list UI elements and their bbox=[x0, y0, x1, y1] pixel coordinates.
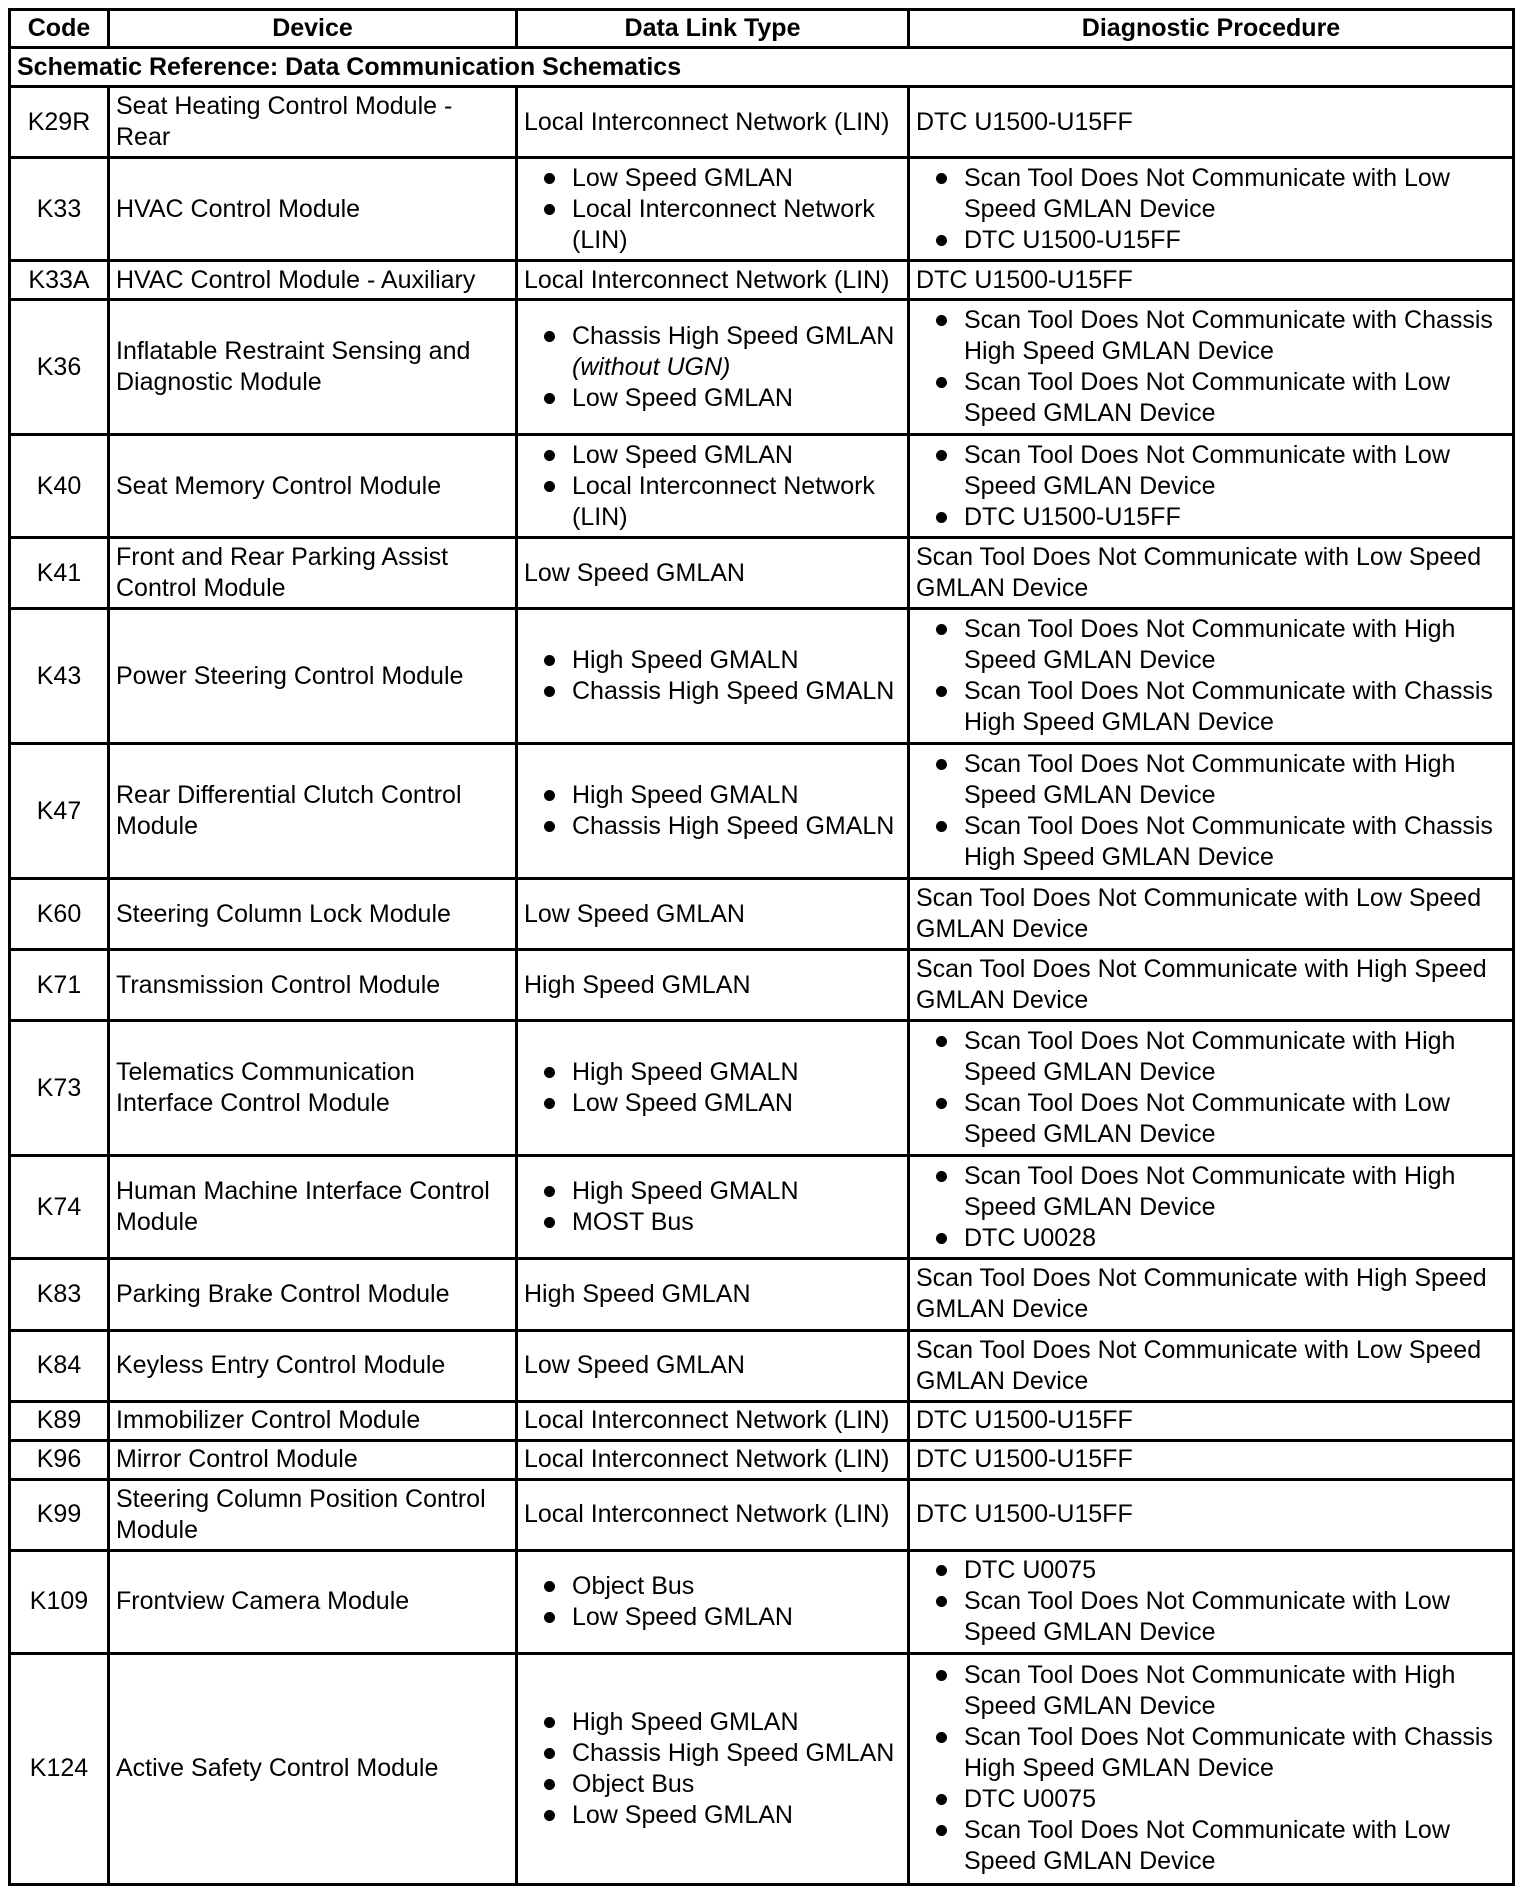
diagnostic-procedure-cell: Scan Tool Does Not Communicate with High Speed GMLAN Device bbox=[909, 1259, 1514, 1330]
table-row bbox=[10, 538, 1514, 609]
device-cell: Rear Differential Clutch Control Module bbox=[109, 744, 517, 879]
code-cell: K83 bbox=[10, 1259, 109, 1330]
table-row bbox=[10, 1330, 1514, 1401]
table-row bbox=[10, 1440, 1514, 1479]
code-cell: K60 bbox=[10, 879, 109, 950]
list-item-text: Chassis High Speed GMLAN bbox=[572, 321, 895, 350]
list-item bbox=[524, 811, 901, 842]
list-item-text: Chassis High Speed GMLAN bbox=[572, 1738, 895, 1767]
list-item bbox=[916, 1223, 1506, 1254]
list-item bbox=[916, 1026, 1506, 1088]
device-cell: Frontview Camera Module bbox=[109, 1550, 517, 1653]
table-row bbox=[10, 1550, 1514, 1653]
list-item-text: Low Speed GMLAN bbox=[572, 1602, 793, 1631]
table-row bbox=[10, 300, 1514, 435]
list-item bbox=[524, 1769, 901, 1800]
code-cell: K33 bbox=[10, 158, 109, 261]
procedure-list bbox=[916, 305, 1506, 429]
schematic-reference-label: Schematic Reference: Data Communication Schematics bbox=[10, 48, 1514, 87]
device-cell: Parking Brake Control Module bbox=[109, 1259, 517, 1330]
diagnostic-procedure-cell bbox=[909, 158, 1514, 261]
list-item-text: Chassis High Speed GMALN bbox=[572, 812, 895, 841]
list-item bbox=[916, 225, 1506, 256]
header-data-link-type: Data Link Type bbox=[517, 10, 909, 48]
module-data-link-table bbox=[8, 8, 1515, 1886]
list-item-text: Scan Tool Does Not Communicate with Low Speed GMLAN Device bbox=[964, 163, 1450, 223]
document-page bbox=[8, 8, 1512, 1886]
header-row bbox=[10, 10, 1514, 48]
data-link-cell bbox=[517, 1156, 909, 1259]
list-item bbox=[916, 305, 1506, 367]
diagnostic-procedure-cell bbox=[909, 609, 1514, 744]
diagnostic-procedure-cell: DTC U1500-U15FF bbox=[909, 87, 1514, 158]
list-item-text: Scan Tool Does Not Communicate with High Speed GMLAN Device bbox=[964, 1161, 1456, 1221]
list-item bbox=[916, 811, 1506, 873]
code-cell: K73 bbox=[10, 1021, 109, 1156]
list-item bbox=[524, 1207, 901, 1238]
list-item bbox=[524, 676, 901, 707]
diagnostic-procedure-cell bbox=[909, 1021, 1514, 1156]
code-cell: K40 bbox=[10, 435, 109, 538]
diagnostic-procedure-cell bbox=[909, 1550, 1514, 1653]
code-cell: K47 bbox=[10, 744, 109, 879]
device-cell: Steering Column Position Control Module bbox=[109, 1479, 517, 1550]
list-item bbox=[524, 1571, 901, 1602]
table-row bbox=[10, 1259, 1514, 1330]
data-link-cell: Low Speed GMLAN bbox=[517, 879, 909, 950]
data-link-cell: Local Interconnect Network (LIN) bbox=[517, 1401, 909, 1440]
procedure-list bbox=[916, 1161, 1506, 1254]
code-cell: K33A bbox=[10, 261, 109, 300]
device-cell: Power Steering Control Module bbox=[109, 609, 517, 744]
device-cell: Mirror Control Module bbox=[109, 1440, 517, 1479]
list-item-text: DTC U1500-U15FF bbox=[964, 502, 1181, 531]
list-item-text: High Speed GMALN bbox=[572, 1177, 799, 1206]
table-row bbox=[10, 435, 1514, 538]
code-cell: K74 bbox=[10, 1156, 109, 1259]
list-item-text: DTC U0028 bbox=[964, 1223, 1096, 1252]
list-item bbox=[916, 1161, 1506, 1223]
data-link-cell: Low Speed GMLAN bbox=[517, 1330, 909, 1401]
data-link-cell: Local Interconnect Network (LIN) bbox=[517, 261, 909, 300]
table-row bbox=[10, 950, 1514, 1021]
link-note: (without UGN) bbox=[572, 352, 731, 381]
data-link-list bbox=[524, 645, 901, 707]
code-cell: K89 bbox=[10, 1401, 109, 1440]
list-item bbox=[916, 1660, 1506, 1722]
device-cell: Keyless Entry Control Module bbox=[109, 1330, 517, 1401]
list-item bbox=[524, 1088, 901, 1119]
list-item-text: Scan Tool Does Not Communicate with Low Speed GMLAN Device bbox=[964, 1816, 1450, 1876]
list-item-text: High Speed GMALN bbox=[572, 781, 799, 810]
diagnostic-procedure-cell: Scan Tool Does Not Communicate with Low Speed GMLAN Device bbox=[909, 1330, 1514, 1401]
list-item-text: Scan Tool Does Not Communicate with High Speed GMLAN Device bbox=[964, 1027, 1456, 1087]
data-link-cell: Local Interconnect Network (LIN) bbox=[517, 87, 909, 158]
data-link-cell bbox=[517, 435, 909, 538]
device-cell: Transmission Control Module bbox=[109, 950, 517, 1021]
table-row bbox=[10, 158, 1514, 261]
data-link-list bbox=[524, 440, 901, 533]
list-item bbox=[916, 1555, 1506, 1586]
procedure-list bbox=[916, 749, 1506, 873]
data-link-list bbox=[524, 1707, 901, 1831]
code-cell: K84 bbox=[10, 1330, 109, 1401]
data-link-cell bbox=[517, 609, 909, 744]
device-cell: Seat Memory Control Module bbox=[109, 435, 517, 538]
list-item-text: Scan Tool Does Not Communicate with Low Speed GMLAN Device bbox=[964, 1089, 1450, 1149]
code-cell: K71 bbox=[10, 950, 109, 1021]
list-item-text: Scan Tool Does Not Communicate with High Speed GMLAN Device bbox=[964, 1661, 1456, 1721]
data-link-cell: High Speed GMLAN bbox=[517, 1259, 909, 1330]
procedure-list bbox=[916, 440, 1506, 533]
list-item bbox=[916, 614, 1506, 676]
list-item-text: DTC U0075 bbox=[964, 1556, 1096, 1585]
list-item bbox=[524, 194, 901, 256]
data-link-list bbox=[524, 780, 901, 842]
diagnostic-procedure-cell bbox=[909, 1156, 1514, 1259]
data-link-cell bbox=[517, 158, 909, 261]
list-item bbox=[524, 645, 901, 676]
list-item bbox=[916, 1815, 1506, 1877]
list-item bbox=[524, 321, 901, 383]
list-item bbox=[916, 163, 1506, 225]
table-row bbox=[10, 1156, 1514, 1259]
code-cell: K99 bbox=[10, 1479, 109, 1550]
diagnostic-procedure-cell: DTC U1500-U15FF bbox=[909, 261, 1514, 300]
diagnostic-procedure-cell bbox=[909, 300, 1514, 435]
code-cell: K43 bbox=[10, 609, 109, 744]
list-item-text: Scan Tool Does Not Communicate with Chassis High Speed GMLAN Device bbox=[964, 812, 1493, 872]
list-item-text: Scan Tool Does Not Communicate with Chassis High Speed GMLAN Device bbox=[964, 677, 1493, 737]
data-link-cell bbox=[517, 744, 909, 879]
list-item-text: Object Bus bbox=[572, 1769, 695, 1798]
table-row bbox=[10, 744, 1514, 879]
data-link-cell: Local Interconnect Network (LIN) bbox=[517, 1440, 909, 1479]
list-item bbox=[916, 1088, 1506, 1150]
procedure-list bbox=[916, 1555, 1506, 1648]
data-link-cell bbox=[517, 1653, 909, 1884]
table-row bbox=[10, 261, 1514, 300]
list-item-text: Scan Tool Does Not Communicate with High Speed GMLAN Device bbox=[964, 615, 1456, 675]
list-item-text: Chassis High Speed GMALN bbox=[572, 677, 895, 706]
device-cell: Active Safety Control Module bbox=[109, 1653, 517, 1884]
diagnostic-procedure-cell: Scan Tool Does Not Communicate with Low Speed GMLAN Device bbox=[909, 538, 1514, 609]
list-item-text: Low Speed GMLAN bbox=[572, 1089, 793, 1118]
table-row bbox=[10, 1021, 1514, 1156]
procedure-list bbox=[916, 1026, 1506, 1150]
list-item bbox=[524, 1738, 901, 1769]
list-item-text: Scan Tool Does Not Communicate with High Speed GMLAN Device bbox=[964, 750, 1456, 810]
list-item bbox=[916, 367, 1506, 429]
list-item bbox=[916, 749, 1506, 811]
device-cell: Front and Rear Parking Assist Control Module bbox=[109, 538, 517, 609]
device-cell: Telematics Communication Interface Control Module bbox=[109, 1021, 517, 1156]
list-item-text: DTC U1500-U15FF bbox=[964, 225, 1181, 254]
diagnostic-procedure-cell: DTC U1500-U15FF bbox=[909, 1401, 1514, 1440]
list-item bbox=[524, 1057, 901, 1088]
table-row bbox=[10, 879, 1514, 950]
list-item bbox=[524, 440, 901, 471]
device-cell: Human Machine Interface Control Module bbox=[109, 1156, 517, 1259]
data-link-cell bbox=[517, 300, 909, 435]
diagnostic-procedure-cell: DTC U1500-U15FF bbox=[909, 1440, 1514, 1479]
data-link-cell: High Speed GMLAN bbox=[517, 950, 909, 1021]
list-item-text: Scan Tool Does Not Communicate with Chassis High Speed GMLAN Device bbox=[964, 1723, 1493, 1783]
data-link-cell: Local Interconnect Network (LIN) bbox=[517, 1479, 909, 1550]
code-cell: K36 bbox=[10, 300, 109, 435]
list-item bbox=[524, 1176, 901, 1207]
list-item-text: Low Speed GMLAN bbox=[572, 1800, 793, 1829]
list-item bbox=[524, 471, 901, 533]
diagnostic-procedure-cell: Scan Tool Does Not Communicate with High Speed GMLAN Device bbox=[909, 950, 1514, 1021]
code-cell: K41 bbox=[10, 538, 109, 609]
list-item-text: High Speed GMLAN bbox=[572, 1707, 799, 1736]
procedure-list bbox=[916, 1660, 1506, 1877]
diagnostic-procedure-cell: DTC U1500-U15FF bbox=[909, 1479, 1514, 1550]
list-item bbox=[916, 1586, 1506, 1648]
diagnostic-procedure-cell bbox=[909, 435, 1514, 538]
data-link-list bbox=[524, 163, 901, 256]
header-code: Code bbox=[10, 10, 109, 48]
list-item-text: High Speed GMALN bbox=[572, 646, 799, 675]
diagnostic-procedure-cell bbox=[909, 744, 1514, 879]
list-item-text: Scan Tool Does Not Communicate with Low Speed GMLAN Device bbox=[964, 1587, 1450, 1647]
code-cell: K29R bbox=[10, 87, 109, 158]
procedure-list bbox=[916, 614, 1506, 738]
list-item-text: Low Speed GMLAN bbox=[572, 163, 793, 192]
data-link-list bbox=[524, 1571, 901, 1633]
device-cell: HVAC Control Module - Auxiliary bbox=[109, 261, 517, 300]
data-link-cell: Low Speed GMLAN bbox=[517, 538, 909, 609]
list-item bbox=[916, 1722, 1506, 1784]
list-item bbox=[916, 502, 1506, 533]
device-cell: Inflatable Restraint Sensing and Diagnostic Module bbox=[109, 300, 517, 435]
table-row bbox=[10, 1479, 1514, 1550]
data-link-list bbox=[524, 321, 901, 414]
list-item bbox=[916, 676, 1506, 738]
procedure-list bbox=[916, 163, 1506, 256]
list-item bbox=[524, 780, 901, 811]
table-row bbox=[10, 1401, 1514, 1440]
device-cell: Seat Heating Control Module - Rear bbox=[109, 87, 517, 158]
diagnostic-procedure-cell: Scan Tool Does Not Communicate with Low Speed GMLAN Device bbox=[909, 879, 1514, 950]
list-item bbox=[524, 1800, 901, 1831]
list-item bbox=[524, 1707, 901, 1738]
data-link-list bbox=[524, 1057, 901, 1119]
list-item-text: Local Interconnect Network (LIN) bbox=[572, 471, 875, 531]
list-item-text: Object Bus bbox=[572, 1571, 695, 1600]
table-row bbox=[10, 1653, 1514, 1884]
list-item bbox=[524, 383, 901, 414]
device-cell: Steering Column Lock Module bbox=[109, 879, 517, 950]
list-item bbox=[916, 1784, 1506, 1815]
table-row bbox=[10, 87, 1514, 158]
header-diagnostic-procedure: Diagnostic Procedure bbox=[909, 10, 1514, 48]
header-device: Device bbox=[109, 10, 517, 48]
list-item-text: Low Speed GMLAN bbox=[572, 383, 793, 412]
list-item-text: Local Interconnect Network (LIN) bbox=[572, 194, 875, 254]
list-item-text: DTC U0075 bbox=[964, 1785, 1096, 1814]
list-item-text: Low Speed GMLAN bbox=[572, 440, 793, 469]
device-cell: Immobilizer Control Module bbox=[109, 1401, 517, 1440]
list-item-text: MOST Bus bbox=[572, 1208, 694, 1237]
list-item-text: Scan Tool Does Not Communicate with Low Speed GMLAN Device bbox=[964, 368, 1450, 428]
device-cell: HVAC Control Module bbox=[109, 158, 517, 261]
table-row bbox=[10, 609, 1514, 744]
data-link-list bbox=[524, 1176, 901, 1238]
list-item bbox=[916, 440, 1506, 502]
code-cell: K96 bbox=[10, 1440, 109, 1479]
list-item-text: High Speed GMALN bbox=[572, 1058, 799, 1087]
list-item-text: Scan Tool Does Not Communicate with Chassis High Speed GMLAN Device bbox=[964, 306, 1493, 366]
code-cell: K124 bbox=[10, 1653, 109, 1884]
data-link-cell bbox=[517, 1021, 909, 1156]
list-item bbox=[524, 163, 901, 194]
list-item bbox=[524, 1602, 901, 1633]
code-cell: K109 bbox=[10, 1550, 109, 1653]
diagnostic-procedure-cell bbox=[909, 1653, 1514, 1884]
data-link-cell bbox=[517, 1550, 909, 1653]
section-row bbox=[10, 48, 1514, 87]
list-item-text: Scan Tool Does Not Communicate with Low Speed GMLAN Device bbox=[964, 440, 1450, 500]
